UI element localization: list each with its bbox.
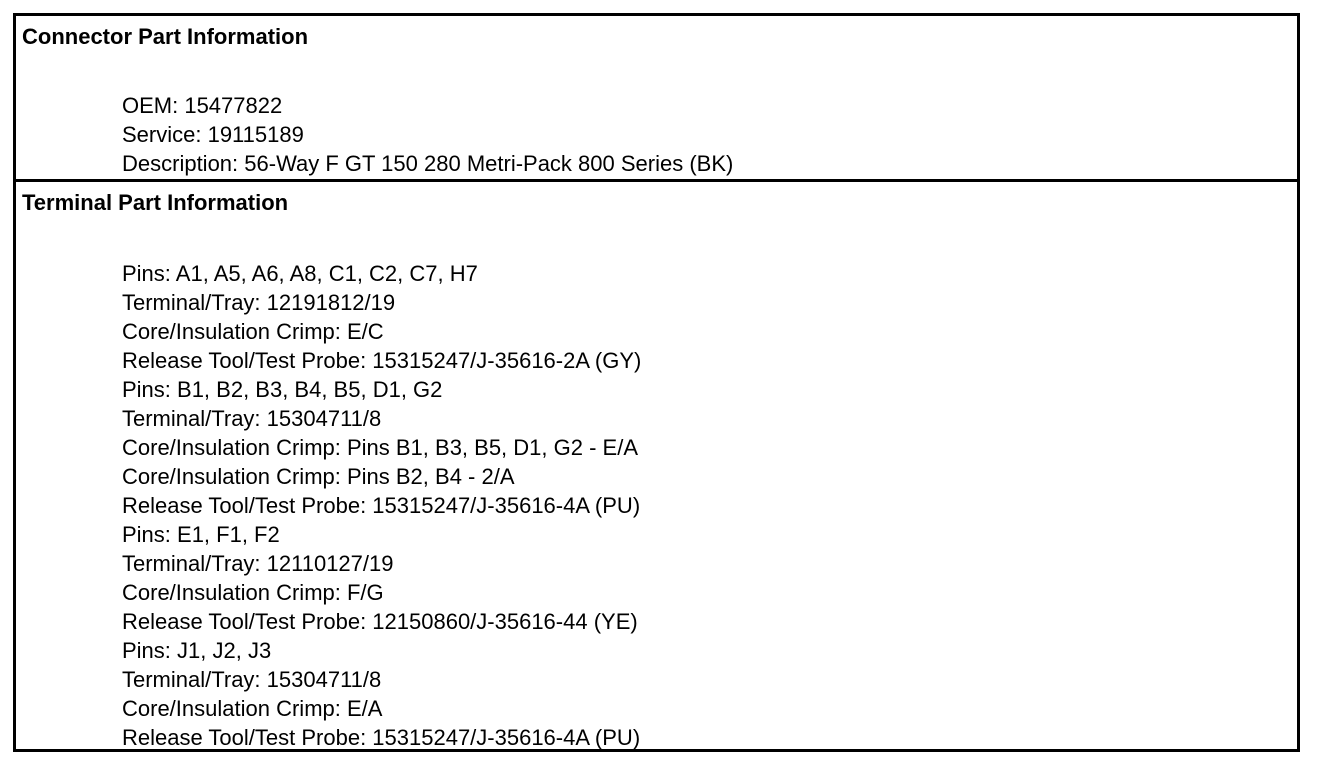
pins-line: Pins: B1, B2, B3, B4, B5, D1, G2 <box>122 377 443 402</box>
pins-line: Pins: E1, F1, F2 <box>122 522 280 547</box>
release-tool-line: Release Tool/Test Probe: 15315247/J-35616-2A (GY) <box>122 348 642 373</box>
oem-line: OEM: 15477822 <box>122 93 283 118</box>
service-line: Service: 19115189 <box>122 122 304 147</box>
terminal-tray-line: Terminal/Tray: 15304711/8 <box>122 667 382 692</box>
terminal-tray-line: Terminal/Tray: 12191812/19 <box>122 290 396 315</box>
crimp-line: Core/Insulation Crimp: F/G <box>122 580 384 605</box>
connector-info-list <box>122 91 733 178</box>
release-tool-line: Release Tool/Test Probe: 15315247/J-35616-4A (PU) <box>122 493 641 518</box>
pins-line: Pins: J1, J2, J3 <box>122 638 272 663</box>
crimp-line: Core/Insulation Crimp: E/A <box>122 696 383 721</box>
part-information-table <box>13 13 1300 752</box>
terminal-part-section <box>16 182 1297 749</box>
release-tool-line: Release Tool/Test Probe: 12150860/J-35616-44 (YE) <box>122 609 638 634</box>
terminal-tray-line: Terminal/Tray: 15304711/8 <box>122 406 382 431</box>
terminal-section-title: Terminal Part Information <box>22 190 289 215</box>
release-tool-line: Release Tool/Test Probe: 15315247/J-35616-4A (PU) <box>122 725 641 750</box>
description-line: Description: 56-Way F GT 150 280 Metri-Pack 800 Series (BK) <box>122 151 734 176</box>
crimp-line: Core/Insulation Crimp: E/C <box>122 319 384 344</box>
terminal-info-list <box>122 259 641 752</box>
connector-part-section <box>16 16 1297 182</box>
crimp-line: Core/Insulation Crimp: Pins B1, B3, B5, D1, G2 - E/A <box>122 435 638 460</box>
pins-line: Pins: A1, A5, A6, A8, C1, C2, C7, H7 <box>122 261 478 286</box>
connector-section-title: Connector Part Information <box>22 24 309 49</box>
crimp-line: Core/Insulation Crimp: Pins B2, B4 - 2/A <box>122 464 515 489</box>
terminal-tray-line: Terminal/Tray: 12110127/19 <box>122 551 394 576</box>
